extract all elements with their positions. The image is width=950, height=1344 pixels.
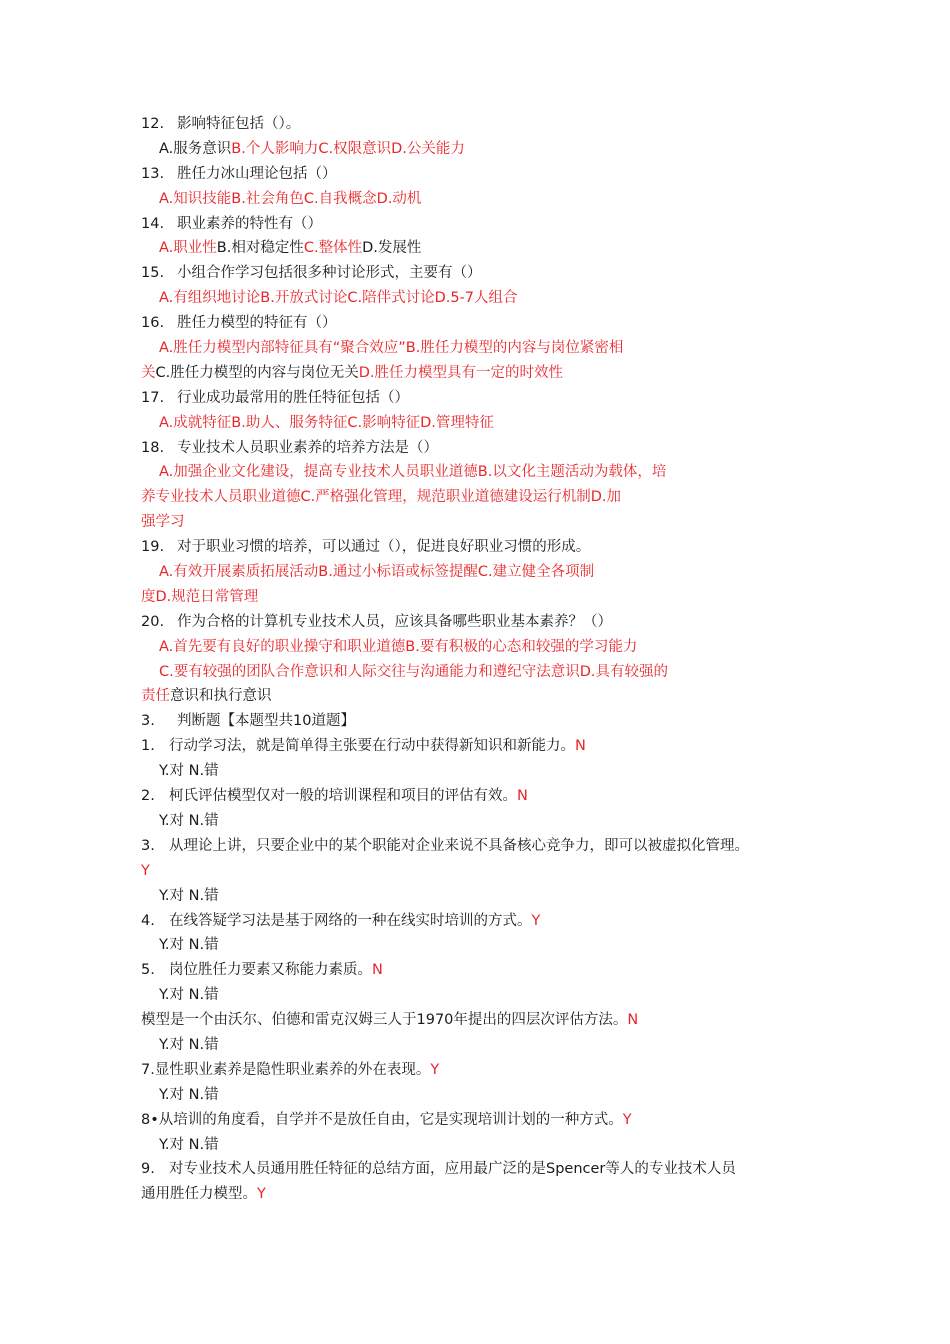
item-number: 1. xyxy=(141,738,155,755)
answer-text: N xyxy=(372,962,383,979)
question-text: 柯氏评估模型仅对一般的培训课程和项目的评估有效。 xyxy=(169,788,517,805)
item-number: 3. xyxy=(141,713,155,730)
question-text: 小组合作学习包括很多种讨论形式，主要有（） xyxy=(177,265,482,282)
text-line xyxy=(0,560,950,585)
answer-text: B.通过小标语或标签提醒 xyxy=(318,564,478,581)
text-line xyxy=(0,1157,950,1182)
answer-text: C.影响特征 xyxy=(347,414,421,431)
item-number: 12. xyxy=(141,116,165,132)
answer-text: B.助人、服务特征 xyxy=(231,414,348,431)
answer-text: A.知识技能 xyxy=(159,190,232,207)
answer-text: Y xyxy=(622,1111,632,1128)
item-number: 19. xyxy=(141,539,165,556)
answer-text: D.管理特征 xyxy=(420,414,494,431)
question-text: A.服务意识 xyxy=(159,140,232,157)
text-line xyxy=(0,958,950,983)
answer-text: A.首先要有良好的职业操守和职业道德 xyxy=(159,638,406,655)
answer-text: D.5-7人组合 xyxy=(434,290,518,307)
text-line xyxy=(0,436,950,461)
item-number: 3. xyxy=(141,837,155,854)
answer-text: Y xyxy=(531,912,541,929)
text-line xyxy=(0,137,950,162)
question-text: Y.对 N.错 xyxy=(159,887,219,904)
text-line xyxy=(0,1033,950,1058)
answer-text: A.职业性 xyxy=(159,240,217,257)
text-line xyxy=(0,261,950,286)
text-line xyxy=(0,1182,950,1207)
text-line xyxy=(0,187,950,212)
text-line xyxy=(0,336,950,361)
answer-text: A.有效开展素质拓展活动 xyxy=(159,564,319,581)
answer-text: B.开放式讨论 xyxy=(260,290,348,307)
question-text: 判断题【本题型共10道题】 xyxy=(177,713,355,730)
text-line xyxy=(0,660,950,685)
item-number: 14. xyxy=(141,215,165,232)
answer-text: D.加 xyxy=(590,489,622,506)
question-text: Y.对 N.错 xyxy=(159,1086,219,1103)
item-number: 15. xyxy=(141,265,165,282)
answer-text: C.陪伴式讨论 xyxy=(347,290,435,307)
text-line xyxy=(0,610,950,635)
question-text: 模型是一个由沃尔、伯德和雷克汉姆三人于1970年提出的四层次评估方法。 xyxy=(141,1012,628,1029)
item-number: 9. xyxy=(141,1161,155,1178)
answer-text: D.公关能力 xyxy=(391,140,465,157)
text-line xyxy=(0,983,950,1008)
text-line xyxy=(0,884,950,909)
text-line xyxy=(0,1083,950,1108)
text-line xyxy=(0,1133,950,1158)
answer-text: D.具有较强的 xyxy=(579,663,669,680)
answer-text: N xyxy=(517,788,528,805)
text-line xyxy=(0,510,950,535)
item-number: 17. xyxy=(141,389,165,406)
answer-text: C.权限意识 xyxy=(318,140,392,157)
question-text: 专业技术人员职业素养的培养方法是（） xyxy=(177,439,438,456)
answer-text: 强学习 xyxy=(141,514,185,531)
text-line xyxy=(0,909,950,934)
question-text: 影响特征包括（）。 xyxy=(177,116,301,132)
question-text: 胜任力模型的特征有（） xyxy=(177,315,337,332)
question-text: 行业成功最常用的胜任特征包括（） xyxy=(177,389,409,406)
question-text: 对于职业习惯的培养，可以通过（），促进良好职业习惯的形成。 xyxy=(177,539,591,556)
text-line xyxy=(0,112,950,137)
text-line xyxy=(0,635,950,660)
question-text: 岗位胜任力要素又称能力素质。 xyxy=(169,962,372,979)
item-number: 13. xyxy=(141,165,165,182)
question-text: 作为合格的计算机专业技术人员，应该具备哪些职业基本素养？（） xyxy=(177,613,612,630)
text-line xyxy=(0,809,950,834)
text-line xyxy=(0,286,950,311)
question-text: 8•从培训的角度看，自学并不是放任自由，它是实现培训计划的一种方式。 xyxy=(141,1111,623,1128)
text-line xyxy=(0,485,950,510)
question-text: 在线答疑学习法是基于网络的一种在线实时培训的方式。 xyxy=(169,912,532,929)
text-line xyxy=(0,933,950,958)
text-line xyxy=(0,759,950,784)
text-line xyxy=(0,684,950,709)
question-text: C.胜任力模型的内容与岗位无关 xyxy=(155,364,359,381)
document-page xyxy=(0,112,950,1207)
text-line xyxy=(0,460,950,485)
answer-text: D.规范日常管理 xyxy=(155,588,259,605)
question-text: 7.显性职业素养是隐性职业素养的外在表现。 xyxy=(141,1061,431,1078)
answer-text: B.胜任力模型的内容与岗位紧密相 xyxy=(405,340,624,357)
text-line xyxy=(0,1058,950,1083)
item-number: 4. xyxy=(141,912,155,929)
text-line xyxy=(0,212,950,237)
answer-text: Y xyxy=(141,862,150,879)
question-text: Y.对 N.错 xyxy=(159,1036,219,1053)
text-line xyxy=(0,1108,950,1133)
answer-text: C.整体性 xyxy=(303,240,363,257)
item-number: 16. xyxy=(141,315,165,332)
answer-text: B.要有积极的心态和较强的学习能力 xyxy=(405,638,638,655)
answer-text: 养专业技术人员职业道德 xyxy=(141,489,301,506)
answer-text: Y xyxy=(430,1061,440,1078)
answer-text: A.加强企业文化建设，提高专业技术人员职业道德 xyxy=(159,464,478,481)
question-text: D.发展性 xyxy=(362,240,422,257)
answer-text: N xyxy=(627,1012,639,1029)
question-text: 从理论上讲，只要企业中的某个职能对企业来说不具备核心竞争力，即可以被虚拟化管理。 xyxy=(169,837,749,854)
question-text: 通用胜任力模型。 xyxy=(141,1186,257,1203)
answer-text: D.胜任力模型具有一定的时效性 xyxy=(358,364,564,381)
answer-text: C.要有较强的团队合作意识和人际交往与沟通能力和遵纪守法意识 xyxy=(159,663,580,680)
answer-text: N xyxy=(575,738,586,755)
question-text: 意识和执行意识 xyxy=(170,688,272,705)
answer-text: C.严格强化管理，规范职业道德建设运行机制 xyxy=(300,489,591,506)
text-line xyxy=(0,859,950,884)
answer-text: C.自我概念 xyxy=(303,190,377,207)
answer-text: A.胜任力模型内部特征具有“聚合效应” xyxy=(159,340,406,357)
question-text: Y.对 N.错 xyxy=(159,812,219,829)
text-line xyxy=(0,834,950,859)
question-text: Y.对 N.错 xyxy=(159,763,219,780)
answer-text: 度 xyxy=(141,588,156,605)
question-text: Y.对 N.错 xyxy=(159,1136,219,1153)
text-line xyxy=(0,361,950,386)
text-line xyxy=(0,411,950,436)
question-text: Y.对 N.错 xyxy=(159,987,219,1004)
answer-text: C.建立健全各项制 xyxy=(477,564,595,581)
text-line xyxy=(0,709,950,734)
question-text: 职业素养的特性有（） xyxy=(177,215,322,232)
item-number: 18. xyxy=(141,439,165,456)
question-text: 胜任力冰山理论包括（） xyxy=(177,165,337,182)
answer-text: A.有组织地讨论 xyxy=(159,290,261,307)
text-line xyxy=(0,784,950,809)
answer-text: B.社会角色 xyxy=(231,190,304,207)
question-text: B.相对稳定性 xyxy=(216,240,304,257)
item-number: 5. xyxy=(141,962,155,979)
text-line xyxy=(0,386,950,411)
answer-text: 关 xyxy=(141,364,156,381)
answer-text: A.成就特征 xyxy=(159,414,232,431)
question-text: 对专业技术人员通用胜任特征的总结方面，应用最广泛的是Spencer等人的专业技术人员 xyxy=(169,1161,736,1178)
answer-text: D.动机 xyxy=(376,190,422,207)
text-line xyxy=(0,535,950,560)
item-number: 20. xyxy=(141,613,165,630)
text-line xyxy=(0,585,950,610)
text-line xyxy=(0,734,950,759)
question-text: 行动学习法，就是简单得主张要在行动中获得新知识和新能力。 xyxy=(169,738,575,755)
answer-text: B.个人影响力 xyxy=(231,140,319,157)
text-line xyxy=(0,236,950,261)
text-line xyxy=(0,162,950,187)
answer-text: Y xyxy=(257,1186,266,1203)
answer-text: 责任 xyxy=(141,688,170,705)
text-line xyxy=(0,311,950,336)
answer-text: B.以文化主题活动为载体，培 xyxy=(477,464,667,481)
question-text: Y.对 N.错 xyxy=(159,937,219,954)
text-line xyxy=(0,1008,950,1033)
item-number: 2. xyxy=(141,788,155,805)
